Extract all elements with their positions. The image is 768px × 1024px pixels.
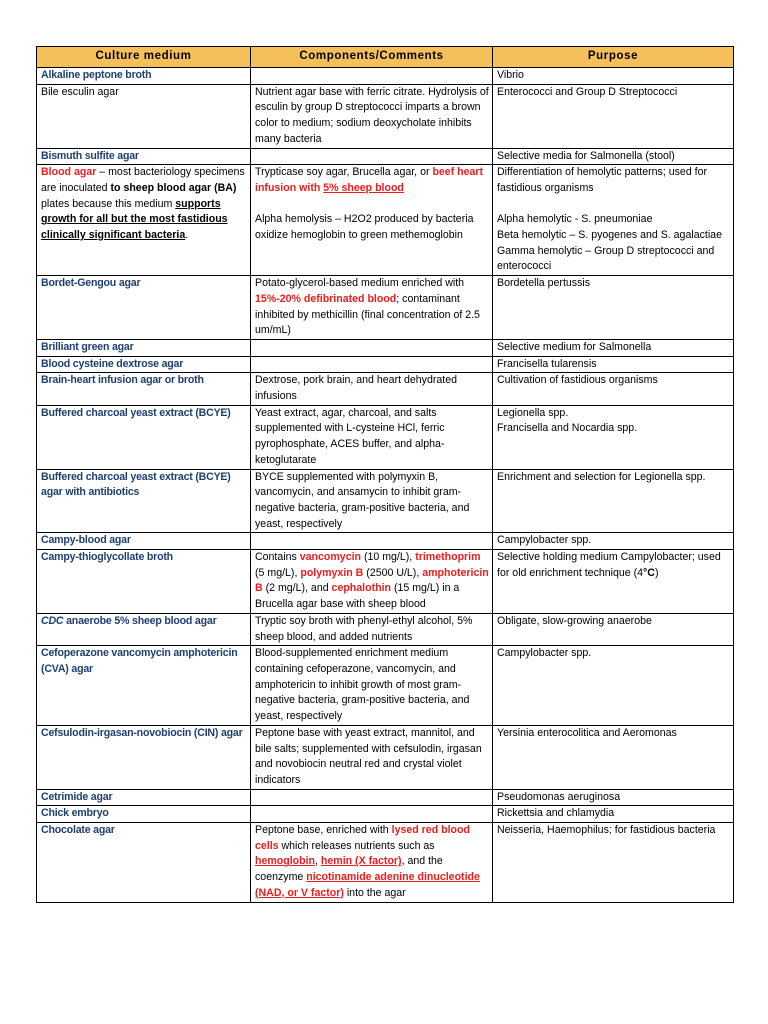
components-text: Peptone base, enriched with	[255, 824, 392, 837]
medium-components	[251, 806, 493, 823]
medium-name: Blood cysteine dextrose agar	[37, 356, 251, 373]
components-text: , and the coenzyme	[255, 855, 443, 884]
medium-name: Bile esculin agar	[37, 84, 251, 148]
components-highlight: hemin (X factor)	[320, 855, 402, 868]
components-text: (10 mg/L),	[361, 551, 416, 564]
components-text: (15 mg/L) in a Brucella agar base with sheep blood	[255, 582, 460, 611]
purpose-gamma: Gamma hemolytic – Group D streptococci and enterococci	[497, 244, 715, 273]
components-text: into the agar	[343, 886, 406, 899]
table-row	[37, 68, 734, 85]
purpose-line: Legionella spp.	[497, 406, 569, 419]
medium-components	[251, 823, 493, 903]
medium-purpose	[493, 165, 734, 276]
table-row	[37, 165, 734, 276]
table-row	[37, 84, 734, 148]
table-row	[37, 646, 734, 726]
medium-name: Buffered charcoal yeast extract (BCYE)	[37, 405, 251, 469]
medium-name: Chick embryo	[37, 806, 251, 823]
table-row	[37, 613, 734, 645]
medium-purpose: Vibrio	[493, 68, 734, 85]
table-row	[37, 823, 734, 903]
purpose-paragraph: Differentiation of hemolytic patterns; used for fastidious organisms	[497, 166, 708, 194]
components-highlight: hemoglobin	[255, 855, 316, 868]
components-text: Contains	[255, 551, 300, 564]
components-highlight: nicotinamide adenine dinucleotide (NAD, or V factor)	[255, 871, 480, 899]
medium-name: Campy-blood agar	[37, 533, 251, 550]
medium-components	[251, 550, 493, 614]
antibiotic-highlight: cephalothin	[331, 582, 391, 595]
antibiotic-highlight: amphotericin B	[255, 566, 489, 595]
medium-components: Nutrient agar base with ferric citrate. Hydrolysis of esculin by group D streptococci imparts a brown color to medium; sodium deoxycholate inhibits many bacteria	[251, 84, 493, 148]
header-row	[37, 47, 734, 68]
medium-name: Cefsulodin-irgasan-novobiocin (CIN) agar	[37, 725, 251, 789]
medium-purpose: Obligate, slow-growing anaerobe	[493, 613, 734, 645]
medium-name: Campy-thioglycollate broth	[37, 550, 251, 614]
components-text: Trypticase soy agar, Brucella agar, or	[255, 166, 433, 179]
medium-note-emphasis: supports growth for all but the most fastidious clinically significant bacteria	[41, 197, 228, 242]
medium-components	[251, 276, 493, 340]
purpose-text: Selective holding medium Campylobacter; used for old enrichment technique (4	[497, 551, 721, 579]
components-text: ; contaminant inhibited by methicillin (final concentration of 2.5 um/mL)	[255, 292, 480, 337]
table-row	[37, 276, 734, 340]
medium-note-text: – most bacteriology specimens are inoculated	[41, 166, 245, 194]
table-row	[37, 469, 734, 533]
medium-purpose: Pseudomonas aeruginosa	[493, 789, 734, 806]
components-paragraph: Alpha hemolysis – H2O2 produced by bacteria oxidize hemoglobin to green methemoglobin	[255, 213, 474, 242]
purpose-beta: Beta hemolytic – S. pyogenes and S. agalactiae	[497, 229, 722, 242]
antibiotic-highlight: trimethoprim	[415, 551, 481, 564]
table-row	[37, 725, 734, 789]
table-row	[37, 806, 734, 823]
table-row	[37, 148, 734, 165]
medium-purpose: Rickettsia and chlamydia	[493, 806, 734, 823]
medium-components: Blood-supplemented enrichment medium containing cefoperazone, vancomycin, and amphotericin to inhibit growth of most gram-negative bacteria, gram-positive bacteria, and yeast, respectively	[251, 646, 493, 726]
medium-name	[37, 613, 251, 645]
medium-name-italic: CDC	[41, 614, 64, 627]
medium-components: BYCE supplemented with polymyxin B, vancomycin, and ansamycin to inhibit gram-negative bacteria, gram-positive bacteria, and yeast, respectively	[251, 469, 493, 533]
medium-components	[251, 148, 493, 165]
medium-purpose: Campylobacter spp.	[493, 646, 734, 726]
components-text: ,	[315, 855, 321, 868]
medium-note-bold: to sheep blood agar (BA)	[110, 181, 237, 194]
medium-name: Bordet-Gengou agar	[37, 276, 251, 340]
table-row	[37, 373, 734, 405]
medium-name: Chocolate agar	[37, 823, 251, 903]
header-components: Components/Comments	[251, 47, 493, 68]
header-culture-medium: Culture medium	[37, 47, 251, 68]
paragraph-gap	[497, 197, 730, 213]
medium-purpose	[493, 550, 734, 614]
medium-components: Yeast extract, agar, charcoal, and salts supplemented with L-cysteine HCl, ferric pyrophosphate, ACES buffer, and alpha-ketoglutarate	[251, 405, 493, 469]
medium-name: Alkaline peptone broth	[37, 68, 251, 85]
medium-name: Buffered charcoal yeast extract (BCYE) agar with antibiotics	[37, 469, 251, 533]
table-row	[37, 789, 734, 806]
paragraph-gap	[255, 197, 489, 213]
medium-note-text: plates because this medium	[41, 197, 176, 210]
medium-components	[251, 165, 493, 276]
medium-purpose: Bordetella pertussis	[493, 276, 734, 340]
medium-purpose: Campylobacter spp.	[493, 533, 734, 550]
medium-purpose: Yersinia enterocolitica and Aeromonas	[493, 725, 734, 789]
components-highlight: 15%-20% defibrinated blood	[255, 292, 397, 305]
medium-name: Bismuth sulfite agar	[37, 148, 251, 165]
medium-name: Cefoperazone vancomycin amphotericin (CVA) agar	[37, 646, 251, 726]
medium-components	[251, 356, 493, 373]
medium-purpose: Neisseria, Haemophilus; for fastidious bacteria	[493, 823, 734, 903]
medium-name: Cetrimide agar	[37, 789, 251, 806]
medium-components: Dextrose, pork brain, and heart dehydrated infusions	[251, 373, 493, 405]
table-row	[37, 550, 734, 614]
table-row	[37, 356, 734, 373]
table-row	[37, 405, 734, 469]
medium-purpose: Enterococci and Group D Streptococci	[493, 84, 734, 148]
table-row	[37, 533, 734, 550]
medium-components	[251, 339, 493, 356]
components-text: which releases nutrients such as	[278, 839, 435, 852]
antibiotic-highlight: vancomycin	[299, 551, 362, 564]
medium-components: Tryptic soy broth with phenyl-ethyl alcohol, 5% sheep blood, and added nutrients	[251, 613, 493, 645]
components-highlight: lysed red blood cells	[255, 824, 470, 852]
components-paragraph	[255, 165, 489, 196]
purpose-line: Francisella and Nocardia spp.	[497, 422, 638, 435]
components-text: Potato-glycerol-based medium enriched with	[255, 277, 465, 290]
medium-purpose: Francisella tularensis	[493, 356, 734, 373]
medium-components	[251, 68, 493, 85]
purpose-alpha: Alpha hemolytic - S. pneumoniae	[497, 213, 653, 226]
components-text: (2 mg/L), and	[262, 582, 332, 595]
medium-purpose: Selective media for Salmonella (stool)	[493, 148, 734, 165]
medium-purpose	[493, 405, 734, 469]
medium-name	[37, 165, 251, 276]
medium-name-text: anaerobe 5% sheep blood agar	[63, 614, 217, 627]
components-highlight: 5% sheep blood	[323, 181, 404, 194]
components-text: (5 mg/L),	[255, 566, 301, 579]
culture-media-table	[36, 46, 734, 903]
medium-note-text: .	[185, 229, 189, 242]
purpose-temperature: °C	[643, 566, 655, 579]
components-text: (2500 U/L),	[363, 566, 423, 579]
header-purpose: Purpose	[493, 47, 734, 68]
medium-components	[251, 533, 493, 550]
medium-name: Brain-heart infusion agar or broth	[37, 373, 251, 405]
purpose-text: )	[654, 566, 659, 579]
medium-name-highlight: Blood agar	[41, 166, 97, 179]
components-highlight: beef heart infusion with	[255, 166, 484, 194]
medium-purpose: Cultivation of fastidious organisms	[493, 373, 734, 405]
table-row	[37, 339, 734, 356]
medium-purpose: Selective medium for Salmonella	[493, 339, 734, 356]
medium-purpose: Enrichment and selection for Legionella spp.	[493, 469, 734, 533]
medium-components: Peptone base with yeast extract, mannitol, and bile salts; supplemented with cefsulodin, irgasan and novobiocin neutral red and crystal violet indicators	[251, 725, 493, 789]
antibiotic-highlight: polymyxin B	[300, 566, 364, 579]
medium-name: Brilliant green agar	[37, 339, 251, 356]
medium-components	[251, 789, 493, 806]
